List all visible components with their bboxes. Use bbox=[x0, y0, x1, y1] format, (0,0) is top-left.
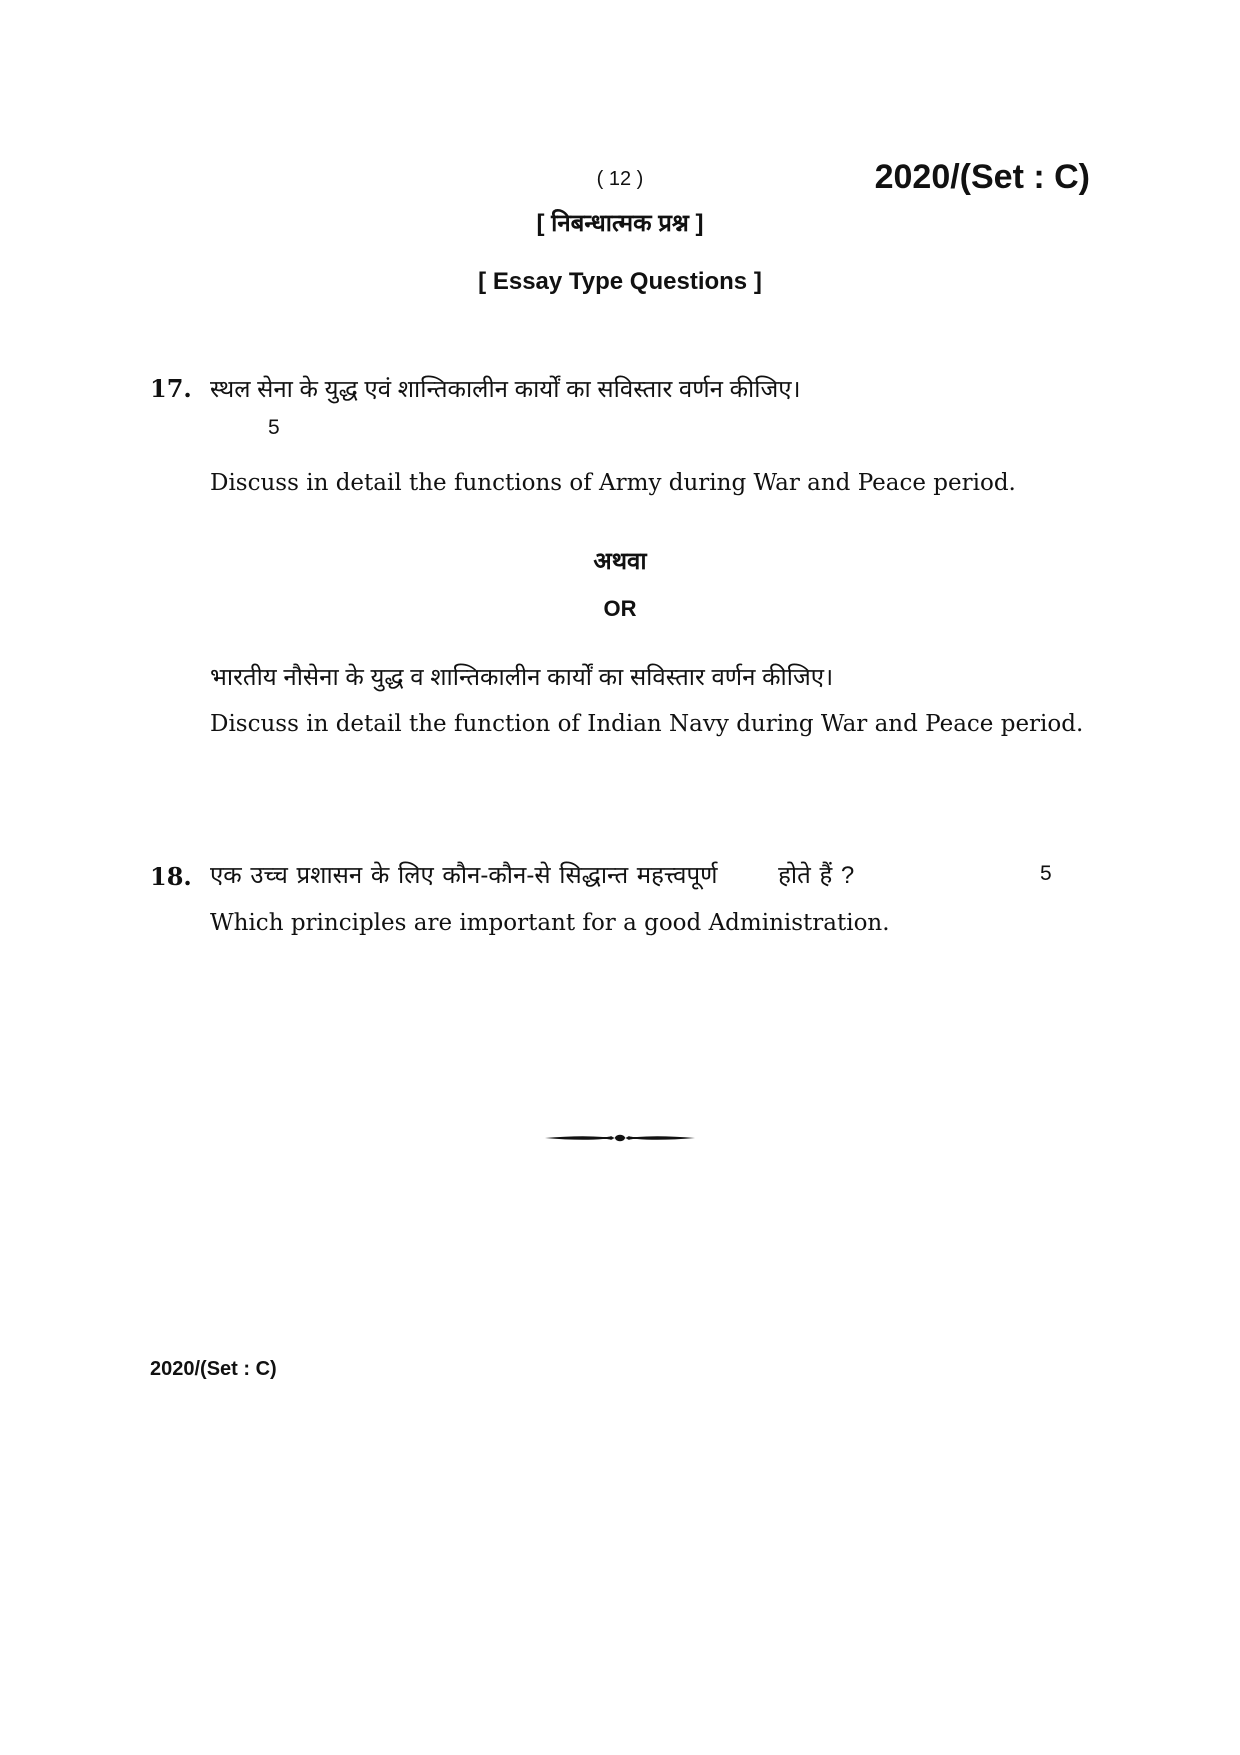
or-label-hindi: अथवा bbox=[593, 548, 647, 575]
question-17-text-hindi: स्थल सेना के युद्ध एवं शान्तिकालीन कार्यों का सविस्तार वर्णन कीजिए। bbox=[210, 376, 801, 403]
section-heading-hindi: [ निबन्धात्मक प्रश्न ] bbox=[536, 210, 704, 237]
section-heading-english: [ Essay Type Questions ] bbox=[478, 268, 762, 295]
page-number: ( 12 ) bbox=[596, 168, 644, 190]
or-label-english: OR bbox=[603, 596, 637, 621]
set-code-footer: 2020/(Set : C) bbox=[150, 1358, 277, 1380]
question-17-alternative-hindi: भारतीय नौसेना के युद्ध व शान्तिकालीन कार्यों का सविस्तार वर्णन कीजिए। bbox=[210, 664, 834, 691]
question-17-text-english: Discuss in detail the functions of Army during War and Peace period. bbox=[210, 470, 1016, 496]
question-18-text-english: Which principles are important for a good Administration. bbox=[210, 910, 890, 936]
end-ornament-icon bbox=[545, 1130, 695, 1146]
question-18-number: 18. bbox=[150, 862, 192, 891]
set-code-header: 2020/(Set : C) bbox=[874, 158, 1090, 196]
question-17-number: 17. bbox=[150, 374, 192, 403]
question-18-marks: 5 bbox=[1040, 862, 1052, 885]
question-17-alternative-english: Discuss in detail the function of Indian Navy during War and Peace period. bbox=[210, 711, 1084, 737]
question-17-marks: 5 bbox=[268, 416, 280, 439]
question-18-text-hindi: एक उच्च प्रशासन के लिए कौन-कौन-से सिद्धान्त महत्त्वपूर्ण होते हैं ? bbox=[210, 862, 855, 889]
